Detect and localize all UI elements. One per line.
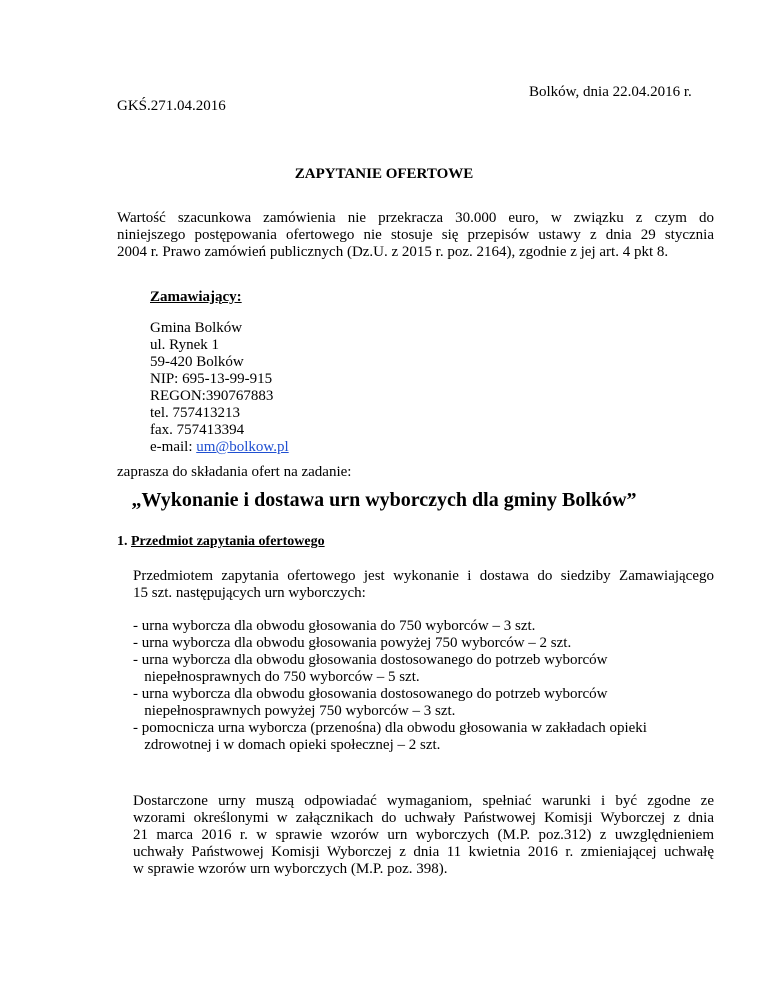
- urn-list: [133, 618, 647, 754]
- address-line: REGON:390767883: [150, 388, 274, 404]
- list-item: niepełnosprawnych do 750 wyborców – 5 szt.: [133, 669, 420, 685]
- ordering-party-heading: Zamawiający:: [150, 289, 242, 305]
- conditions-line: Dostarczone urny muszą odpowiadać wymaganiom, spełniać warunki i być zgodne ze: [133, 793, 714, 809]
- conditions-paragraph: [133, 793, 714, 878]
- conditions-line: uchwały Państwowej Komisji Wyborczej z dnia 11 kwietnia 2016 r. zmieniającej uchwałę: [133, 844, 714, 860]
- email-line: [150, 439, 289, 456]
- list-item: - urna wyborcza dla obwodu głosowania dostosowanego do potrzeb wyborców: [133, 686, 608, 702]
- intro-paragraph: [117, 210, 714, 261]
- address-line: tel. 757413213: [150, 405, 240, 421]
- section-1-heading: [117, 533, 325, 550]
- ordering-party-address: [150, 320, 289, 456]
- email-label: e-mail:: [150, 439, 197, 455]
- document-title: ZAPYTANIE OFERTOWE: [294, 166, 474, 182]
- address-line: 59-420 Bolków: [150, 354, 244, 370]
- conditions-line: wzorami określonymi w załącznikach do uchwały Państwowej Komisji Wyborczej z dnia: [133, 810, 714, 826]
- address-line: Gmina Bolków: [150, 320, 243, 336]
- list-item: - urna wyborcza dla obwodu głosowania do 750 wyborców – 3 szt.: [133, 618, 536, 634]
- address-line: fax. 757413394: [150, 422, 245, 438]
- subject-paragraph: [133, 568, 714, 602]
- section-1-number: 1.: [117, 534, 131, 549]
- reference-number: GKŚ.271.04.2016: [117, 98, 226, 114]
- conditions-line: 21 marca 2016 r. w sprawie wzorów urn wyborczych (M.P. poz.312) z uwzględnieniem: [133, 827, 714, 843]
- list-item: niepełnosprawnych powyżej 750 wyborców – 3 szt.: [133, 703, 456, 719]
- invitation-text: zaprasza do składania ofert na zadanie:: [117, 464, 352, 480]
- email-link[interactable]: um@bolkow.pl: [196, 439, 289, 455]
- list-item: - urna wyborcza dla obwodu głosowania powyżej 750 wyborców – 2 szt.: [133, 635, 572, 651]
- list-item: - pomocnicza urna wyborcza (przenośna) dla obwodu głosowania w zakładach opieki: [133, 720, 647, 736]
- subject-line: Przedmiotem zapytania ofertowego jest wykonanie i dostawa do siedziby Zamawiającego: [133, 568, 714, 584]
- intro-line: 2004 r. Prawo zamówień publicznych (Dz.U. z 2015 r. poz. 2164), zgodnie z jej art. 4 pkt 8.: [117, 244, 669, 260]
- document-date: Bolków, dnia 22.04.2016 r.: [529, 84, 692, 100]
- address-line: ul. Rynek 1: [150, 337, 219, 353]
- subject-line: 15 szt. następujących urn wyborczych:: [133, 585, 366, 601]
- task-title: „Wykonanie i dostawa urn wyborczych dla gminy Bolków”: [131, 489, 637, 511]
- section-1-title: Przedmiot zapytania ofertowego: [131, 534, 325, 549]
- intro-line: niniejszego postępowania ofertowego nie stosuje się przepisów ustawy z dnia 29 stycznia: [117, 227, 714, 243]
- list-item: zdrowotnej i w domach opieki społecznej – 2 szt.: [133, 737, 441, 753]
- address-line: NIP: 695-13-99-915: [150, 371, 273, 387]
- conditions-line: w sprawie wzorów urn wyborczych (M.P. poz. 398).: [133, 861, 448, 877]
- intro-line: Wartość szacunkowa zamówienia nie przekracza 30.000 euro, w związku z czym do: [117, 210, 714, 226]
- list-item: - urna wyborcza dla obwodu głosowania dostosowanego do potrzeb wyborców: [133, 652, 608, 668]
